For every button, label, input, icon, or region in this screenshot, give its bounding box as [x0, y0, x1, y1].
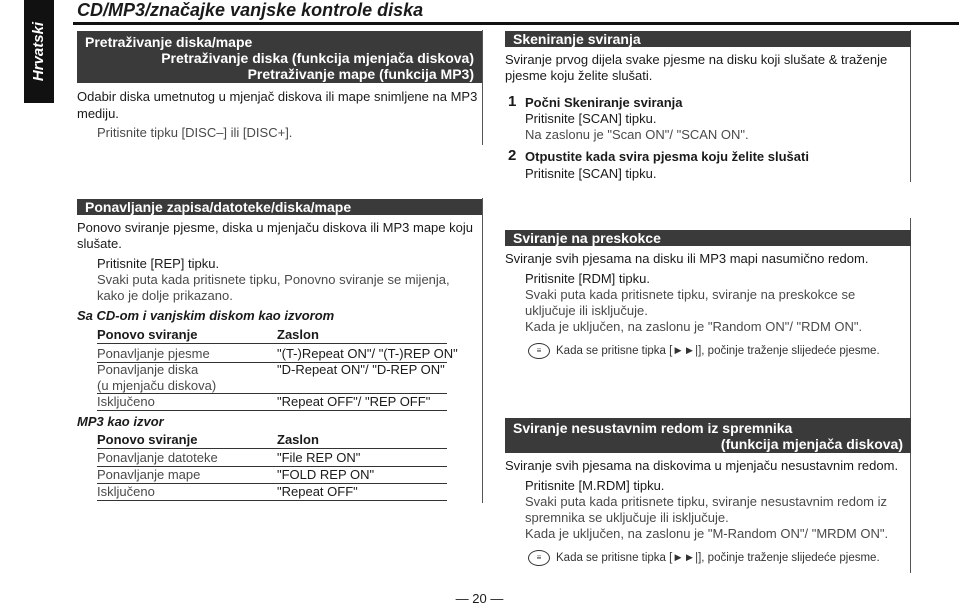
random-instr-3: uključuje ili isključuje.	[525, 303, 648, 318]
search-heading-sub2: Pretraživanje mape (funkcija MP3)	[247, 66, 474, 82]
cd-row-1-mode: Ponavljanje pjesme	[97, 346, 210, 361]
mp3-row-3-mode: Isključeno	[97, 484, 155, 499]
mp3-row-2-display: "FOLD REP ON"	[277, 467, 375, 482]
mp3-row-3-display: "Repeat OFF"	[277, 484, 358, 499]
cd-row-3-rule	[97, 410, 447, 411]
repeat-instr-1: Pritisnite [REP] tipku.	[97, 256, 220, 271]
scan-step1-title: Počni Skeniranje sviranja	[525, 95, 683, 110]
scan-step1-line1: Pritisnite [SCAN] tipku.	[525, 111, 657, 126]
magazine-desc: Sviranje svih pjesama na diskovima u mjenjaču nesustavnim redom.	[505, 458, 899, 473]
mp3-col-mode-header: Ponovo sviranje	[97, 432, 198, 447]
random-instr-2: Svaki puta kada pritisnete tipku, sviranje na preskokce se	[525, 287, 856, 302]
divider-top-left	[482, 30, 483, 145]
random-heading: Sviranje na preskokce	[505, 230, 911, 246]
cd-row-1-display: "(T-)Repeat ON"/ "(T-)REP ON"	[277, 346, 458, 361]
mp3-source-heading: MP3 kao izvor	[77, 414, 164, 429]
divider-top-right	[910, 30, 911, 182]
divider-bottom-right	[910, 218, 911, 573]
mp3-row-2-mode: Ponavljanje mape	[97, 467, 201, 482]
random-desc: Sviranje svih pjesama na disku ili MP3 mapi nasumično redom.	[505, 251, 869, 266]
scan-step1-line2: Na zaslonu je "Scan ON"/ "SCAN ON".	[525, 127, 749, 142]
scan-step1-number: 1	[508, 93, 517, 110]
magazine-instr-4: Kada je uključen, na zaslonu je "M-Random ON"/ "MRDM ON".	[525, 526, 889, 541]
mp3-row-1-mode: Ponavljanje datoteke	[97, 450, 218, 465]
repeat-desc-1: Ponovo sviranje pjesme, diska u mjenjaču diskova ili MP3 mape koju	[77, 220, 473, 235]
magazine-instr-2: Svaki puta kada pritisnete tipku, sviranje nesustavnim redom iz	[525, 494, 888, 509]
magazine-heading	[505, 418, 911, 453]
search-heading-title: Pretraživanje diska/mape	[85, 34, 253, 50]
search-instruction: Pritisnite tipku [DISC–] ili [DISC+].	[97, 125, 293, 140]
scan-step2-title: Otpustite kada svira pjesma koju želite slušati	[525, 149, 809, 164]
cd-row-3-mode: Isključeno	[97, 394, 155, 409]
random-instr-4: Kada je uključen, na zaslonu je "Random ON"/ "RDM ON".	[525, 319, 863, 334]
divider-bottom-left	[482, 198, 483, 503]
title-rule	[73, 22, 959, 25]
mp3-row-3-rule	[97, 500, 447, 501]
repeat-instr-2: Svaki puta kada pritisnete tipku, Ponovno sviranje se mijenja,	[97, 272, 450, 287]
cd-col-mode-header: Ponovo sviranje	[97, 327, 198, 342]
magazine-heading-title: Sviranje nesustavnim redom iz spremnika	[513, 420, 793, 436]
magazine-heading-sub: (funkcija mjenjača diskova)	[720, 436, 903, 452]
repeat-desc-2: slušate.	[77, 236, 122, 251]
language-tab	[24, 0, 54, 103]
cd-source-heading: Sa CD-om i vanjskim diskom kao izvorom	[77, 308, 335, 323]
magazine-note: Kada se pritisne tipka [►►|], počinje traženje slijedeće pjesme.	[556, 552, 880, 564]
search-heading	[77, 31, 482, 83]
language-label: Hrvatski	[30, 21, 48, 82]
cd-row-3-display: "Repeat OFF"/ "REP OFF"	[277, 394, 431, 409]
repeat-instr-3: kako je dolje prikazano.	[97, 288, 233, 303]
cd-col-display-header: Zaslon	[277, 327, 319, 342]
cd-row-2-display: "D-Repeat ON"/ "D-REP ON"	[277, 362, 445, 377]
mp3-row-1-display: "File REP ON"	[277, 450, 361, 465]
search-desc-1: Odabir diska umetnutog u mjenjač diskova ili mape snimljene na MP3	[77, 89, 478, 104]
search-heading-sub1: Pretraživanje diska (funkcija mjenjača diskova)	[161, 50, 474, 66]
search-desc-2: mediju.	[77, 106, 119, 121]
random-instr-1: Pritisnite [RDM] tipku.	[525, 271, 650, 286]
page-number: — 20 —	[455, 591, 504, 606]
cd-row-2-mode: Ponavljanje diska	[97, 362, 199, 377]
scan-step2-number: 2	[508, 147, 517, 164]
scan-heading: Skeniranje sviranja	[505, 31, 911, 47]
scan-step2-line1: Pritisnite [SCAN] tipku.	[525, 166, 657, 181]
repeat-heading: Ponavljanje zapisa/datoteke/diska/mape	[77, 199, 482, 215]
mp3-table-header-rule	[97, 448, 447, 449]
magazine-instr-3: spremnika se uključuje ili isključuje.	[525, 510, 729, 525]
scan-desc-1: Sviranje prvog dijela svake pjesme na disku koji slušate & traženje	[505, 52, 888, 67]
mp3-col-display-header: Zaslon	[277, 432, 319, 447]
cd-table-header-rule	[97, 343, 447, 344]
page-title: CD/MP3/značajke vanjske kontrole diska	[77, 0, 424, 20]
note-icon: ≡	[528, 343, 550, 359]
random-note: Kada se pritisne tipka [►►|], počinje traženje slijedeće pjesme.	[556, 345, 880, 357]
note-icon: ≡	[528, 550, 550, 566]
cd-row-2-mode-detail: (u mjenjaču diskova)	[97, 378, 217, 393]
magazine-instr-1: Pritisnite [M.RDM] tipku.	[525, 478, 665, 493]
scan-desc-2: pjesme koju želite slušati.	[505, 68, 653, 83]
